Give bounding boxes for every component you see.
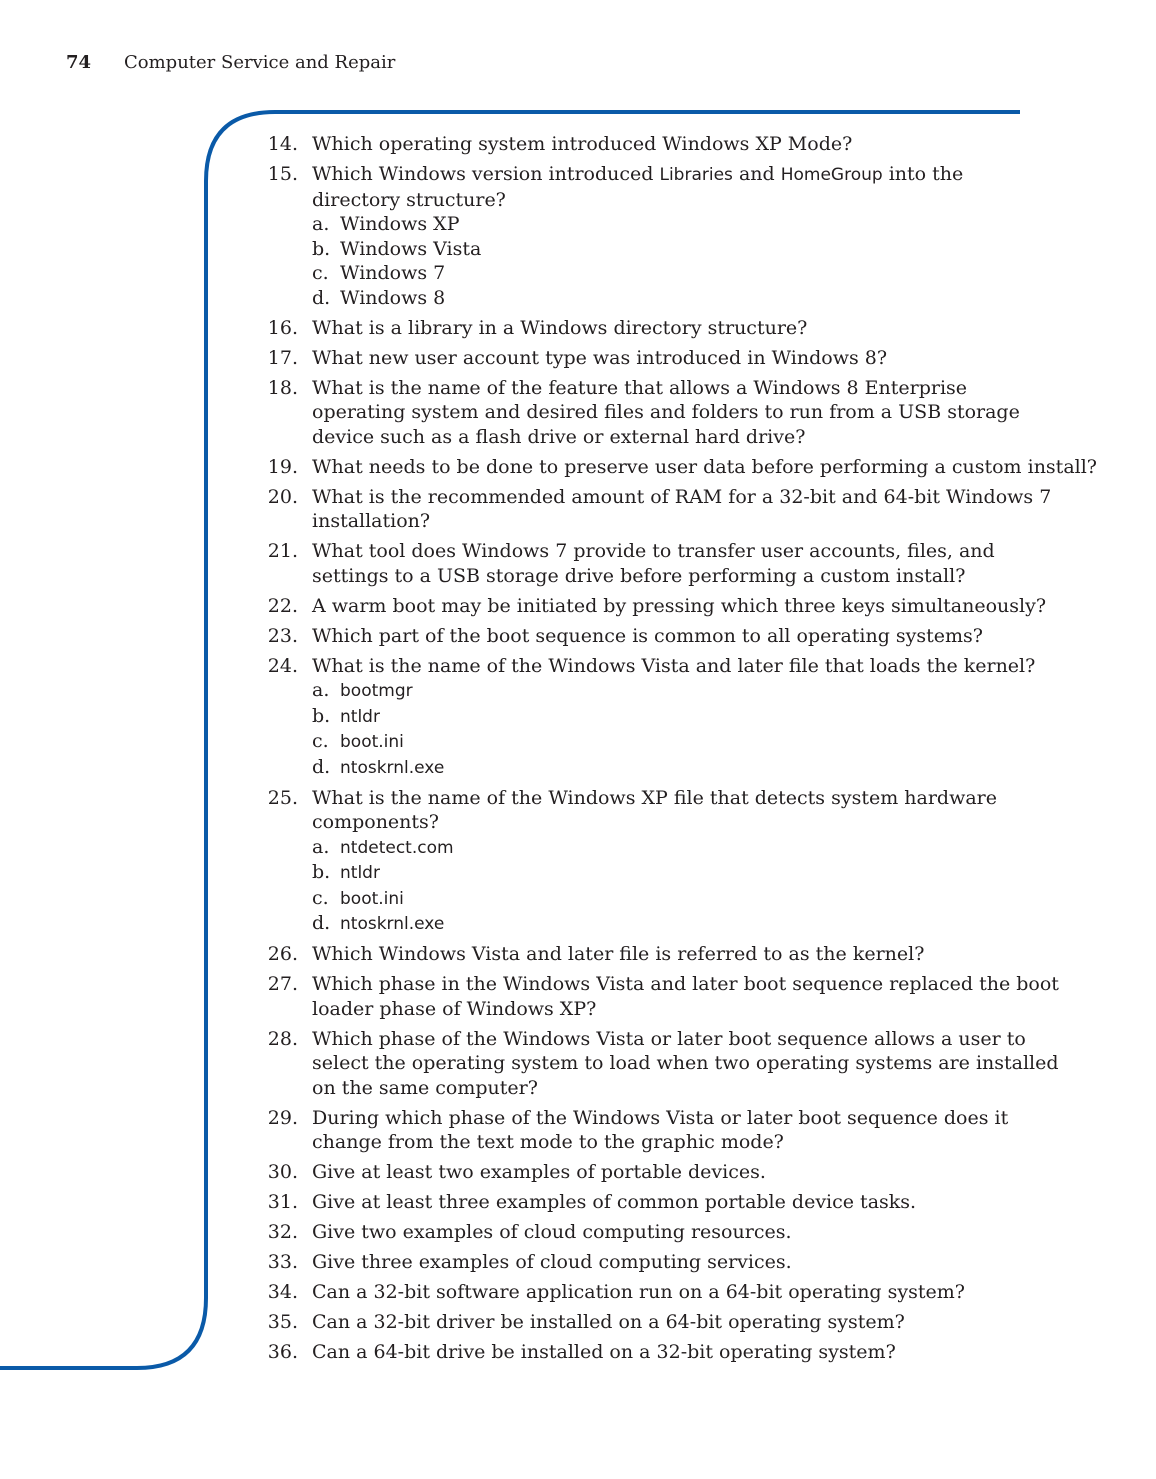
question-line: operating system and desired files and folders to run from a USB storage: [312, 401, 1020, 423]
option-letter: a.: [312, 213, 330, 235]
option-text: ntdetect.com: [340, 837, 454, 858]
question-number: 15.: [267, 163, 298, 185]
question-item: [250, 376, 1050, 450]
question-number: 18.: [267, 376, 298, 399]
question-line: on the same computer?: [312, 1076, 538, 1099]
question-line: Which part of the boot sequence is common to all operating systems?: [312, 624, 983, 647]
question-number: 23.: [267, 624, 298, 647]
question-line: Give at least three examples of common portable device tasks.: [312, 1191, 917, 1213]
question-item: [250, 1250, 1050, 1275]
option-letter: d.: [312, 755, 331, 778]
question-number: 24.: [267, 654, 298, 677]
question-line: settings to a USB storage drive before performing a custom install?: [312, 564, 966, 587]
answer-option: [312, 835, 1050, 861]
question-line: installation?: [312, 510, 431, 532]
question-number: 19.: [267, 455, 298, 478]
option-letter: c.: [312, 730, 329, 752]
question-number: 20.: [267, 485, 298, 508]
question-item: [250, 316, 1050, 341]
question-line: What is the name of the Windows XP file that detects system hardware: [312, 786, 997, 809]
text-segment: and: [732, 163, 781, 185]
question-line: select the operating system to load when two operating systems are installed: [312, 1052, 1059, 1074]
answer-option: [312, 261, 1050, 286]
question-line: During which phase of the Windows Vista or later boot sequence does it: [312, 1106, 1009, 1129]
question-item: [250, 485, 1050, 534]
answer-option: [312, 212, 1050, 237]
question-item: [250, 942, 1050, 967]
question-item: [250, 786, 1050, 937]
question-item: [250, 594, 1050, 619]
question-line: Can a 64-bit drive be installed on a 32-bit operating system?: [312, 1341, 896, 1363]
option-letter: d.: [312, 286, 331, 309]
question-line: What is a library in a Windows directory structure?: [312, 316, 808, 339]
option-text: Windows 8: [340, 286, 446, 309]
option-text: bootmgr: [340, 681, 413, 701]
question-number: 35.: [267, 1311, 298, 1333]
question-line: directory structure?: [312, 188, 506, 211]
option-letter: a.: [312, 679, 330, 701]
question-line: Give two examples of cloud computing resources.: [312, 1221, 792, 1243]
question-number: 36.: [267, 1341, 298, 1363]
question-number: 32.: [267, 1221, 298, 1243]
question-number: 22.: [267, 594, 298, 617]
question-line: Which operating system introduced Windows XP Mode?: [312, 133, 853, 155]
question-line: What is the name of the Windows Vista and later file that loads the kernel?: [312, 654, 1036, 677]
question-item: [250, 132, 1050, 157]
question-number: 34.: [267, 1281, 298, 1303]
question-line: What needs to be done to preserve user data before performing a custom install?: [312, 455, 1097, 478]
question-number: 14.: [267, 133, 298, 155]
question-line: Can a 32-bit software application run on a 64-bit operating system?: [312, 1281, 965, 1303]
question-number: 33.: [267, 1251, 298, 1273]
question-line: loader phase of Windows XP?: [312, 997, 597, 1020]
question-list: [250, 132, 1097, 1370]
question-line: A warm boot may be initiated by pressing which three keys simultaneously?: [312, 594, 1047, 617]
question-line: Which phase in the Windows Vista and later boot sequence replaced the boot: [312, 973, 1059, 995]
option-text: boot.ini: [340, 732, 404, 752]
question-item: [250, 1340, 1050, 1365]
answer-option: [312, 729, 1050, 755]
question-item: [250, 1106, 1050, 1155]
question-number: 27.: [267, 973, 298, 995]
text-segment: Which Windows version introduced: [312, 163, 660, 185]
question-item: [250, 455, 1097, 480]
question-item: [250, 1220, 1050, 1245]
option-text: ntoskrnl.exe: [340, 757, 445, 778]
text-segment: into the: [882, 163, 964, 185]
question-line: components?: [312, 811, 439, 833]
question-item: [250, 1190, 1050, 1215]
question-line: Which Windows Vista and later file is referred to as the kernel?: [312, 943, 925, 965]
answer-option: [312, 755, 1050, 781]
question-number: 30.: [267, 1161, 298, 1183]
question-line: Give three examples of cloud computing services.: [312, 1251, 792, 1273]
question-item: [250, 162, 1050, 310]
answer-option: [312, 911, 1050, 937]
page-number: 74: [66, 52, 92, 73]
question-line: What tool does Windows 7 provide to transfer user accounts, files, and: [312, 540, 995, 562]
question-line: What is the recommended amount of RAM for a 32-bit and 64-bit Windows 7: [312, 485, 1052, 508]
option-text: Windows Vista: [340, 237, 482, 260]
question-number: 21.: [267, 540, 298, 562]
option-text: ntoskrnl.exe: [340, 914, 445, 934]
question-number: 28.: [267, 1027, 298, 1050]
ui-term: Libraries: [659, 165, 733, 185]
answer-option: [312, 860, 1050, 886]
option-text: ntldr: [340, 706, 380, 727]
question-item: [250, 1310, 1050, 1335]
answer-option: [312, 678, 1050, 704]
option-letter: b.: [312, 237, 331, 260]
question-number: 31.: [267, 1191, 298, 1213]
option-letter: c.: [312, 886, 329, 909]
question-number: 17.: [267, 346, 298, 369]
question-number: 25.: [267, 786, 298, 809]
ui-term: HomeGroup: [780, 165, 883, 185]
question-line: [312, 162, 1050, 188]
answer-option: [312, 237, 1050, 262]
question-line: Can a 32-bit driver be installed on a 64-bit operating system?: [312, 1311, 905, 1333]
answer-option: [312, 704, 1050, 730]
question-item: [250, 972, 1059, 1021]
option-text: Windows 7: [340, 262, 446, 284]
option-letter: c.: [312, 262, 329, 284]
answer-option: [312, 886, 1050, 912]
option-letter: b.: [312, 861, 331, 883]
question-line: Which phase of the Windows Vista or later boot sequence allows a user to: [312, 1027, 1026, 1050]
option-text: boot.ini: [340, 888, 404, 909]
option-text: ntldr: [340, 863, 380, 883]
option-letter: a.: [312, 835, 330, 858]
question-line: What is the name of the feature that allows a Windows 8 Enterprise: [312, 376, 968, 399]
question-item: [250, 1280, 1050, 1305]
question-item: [250, 654, 1050, 781]
question-number: 26.: [267, 943, 298, 965]
question-line: change from the text mode to the graphic mode?: [312, 1131, 784, 1153]
option-letter: b.: [312, 704, 331, 727]
question-item: [250, 1160, 1050, 1185]
question-line: What new user account type was introduced in Windows 8?: [312, 346, 888, 369]
question-number: 16.: [267, 316, 298, 339]
question-item: [250, 346, 1050, 371]
question-item: [250, 1027, 1059, 1101]
answer-option: [312, 286, 1050, 311]
book-title: Computer Service and Repair: [124, 52, 396, 73]
question-item: [250, 539, 1050, 588]
question-number: 29.: [267, 1106, 298, 1129]
question-line: device such as a flash drive or external hard drive?: [312, 425, 806, 448]
option-letter: d.: [312, 912, 331, 934]
question-line: Give at least two examples of portable devices.: [312, 1161, 766, 1183]
option-text: Windows XP: [340, 213, 460, 235]
question-item: [250, 624, 1050, 649]
